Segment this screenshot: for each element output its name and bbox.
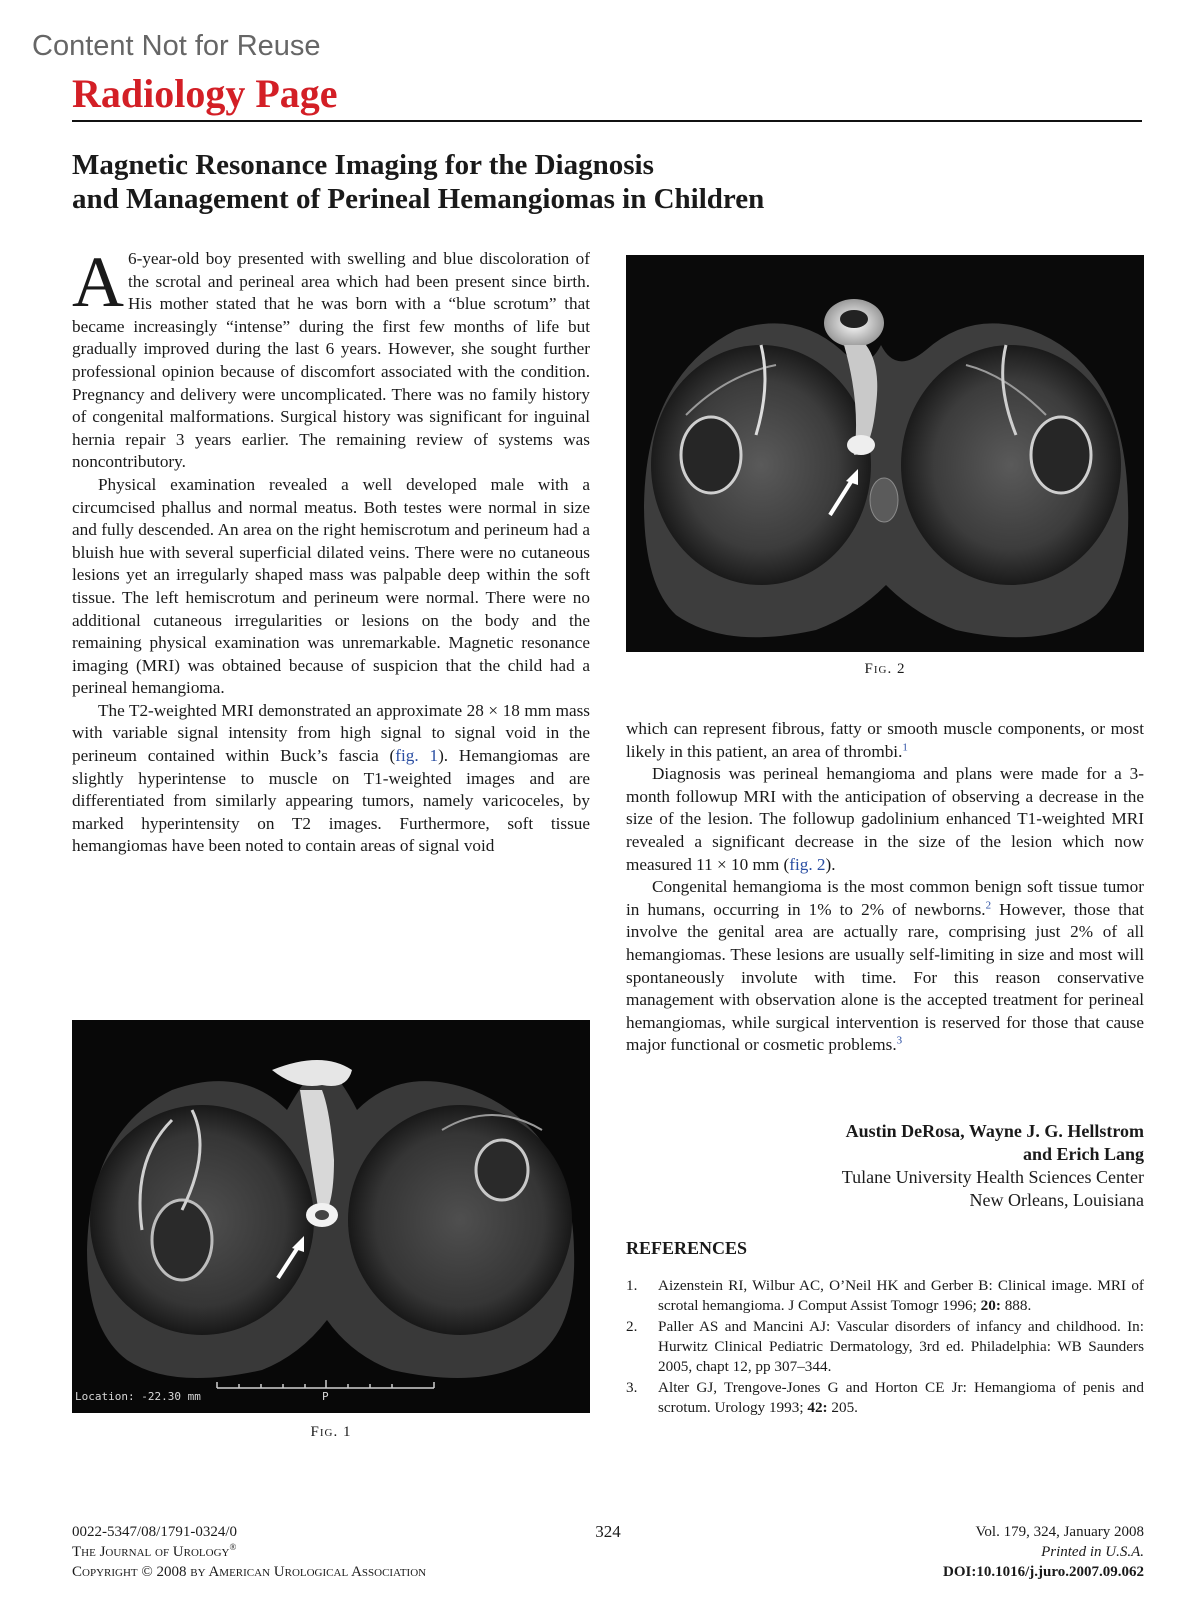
paragraph (626, 876, 1144, 1057)
reference-item (626, 1276, 1144, 1316)
paragraph-text: ). Hemangiomas are slightly hyperintense to muscle on T1-weighted images and are differentiated from similarly appearing tumors, namely varicoceles, by marked hyperintensity on T2 images. Furthermore, soft tissue hemangiomas have been noted to contain areas of signal void (72, 746, 590, 856)
author-location: New Orleans, Louisiana (969, 1190, 1144, 1210)
paragraph-text: 6-year-old boy presented with swelling and blue discoloration of the scrotal and perineal area which had been present since birth. His mother stated that he was born with a “blue scrotum” that became increasingly “intense” during the first few months of life but gradually improved during the last 6 years. However, she sought further professional opinion because of discomfort associated with the condition. Pregnancy and delivery were uncomplicated. There was no family history of congenital malformations. Surgical history was significant for inguinal hernia repair 3 years earlier. The remaining review of systems was noncontributory. (72, 249, 590, 472)
article-title-line-1: Magnetic Resonance Imaging for the Diagnosis (72, 149, 654, 181)
copyright: Copyright © 2008 by American Urological Association (72, 1564, 427, 1580)
volume-info: Vol. 179, 324, January 2008 (975, 1524, 1144, 1540)
reference-number: 3. (626, 1379, 638, 1396)
figure-2-mri-image (626, 255, 1144, 652)
paragraph-text: ). (825, 854, 836, 874)
reference-item (626, 1378, 1144, 1418)
references-heading: REFERENCES (626, 1238, 748, 1258)
left-column (72, 242, 590, 858)
drop-cap: A (72, 242, 124, 322)
article-title-line-2: and Management of Perineal Hemangiomas in Children (72, 183, 765, 215)
citation-2[interactable]: 2 (985, 899, 992, 912)
issn: 0022-5347/08/1791-0324/0 (72, 1524, 237, 1540)
paragraph (72, 242, 590, 474)
doi[interactable]: DOI:10.1016/j.juro.2007.09.062 (943, 1564, 1144, 1580)
figure-2-link[interactable]: fig. 2 (789, 854, 826, 874)
citation-3[interactable]: 3 (896, 1034, 903, 1047)
reference-text: Alter GJ, Trengove-Jones G and Horton CE Jr: Hemangioma of penis and scrotum. Urology 1993; 42: 205. (658, 1379, 1144, 1416)
author-block (700, 1120, 1144, 1212)
paragraph-text: Diagnosis was perineal hemangioma and plans were made for a 3-month followup MRI with the anticipation of observing a decrease in the size of the lesion. The followup gadolinium enhanced T1-weighted MRI revealed a significant decrease in the size of the lesion which now measured 11 × 10 mm ( (626, 764, 1144, 874)
paragraph-text: However, those that involve the genital area are actually rare, comprising just 2% of all hemangiomas. These lesions are usually self-limiting in size and most will spontaneously involute with time. For this reason conservative management with observation alone is the accepted treatment for perineal hemangiomas, while surgical intervention is reserved for those that cause major functional or cosmetic problems. (626, 899, 1144, 1055)
reference-number: 2. (626, 1318, 638, 1335)
watermark: Content Not for Reuse (32, 30, 321, 62)
figure-1-mri-image (72, 1020, 590, 1413)
right-column (626, 718, 1144, 1057)
reference-item (626, 1317, 1144, 1377)
scale-marker: P (322, 1390, 329, 1403)
mri-scan-1 (72, 1020, 590, 1413)
paragraph-text: Congenital hemangioma is the most common benign soft tissue tumor in humans, occurring in 1% to 2% of newborns. (626, 877, 1144, 919)
author-names-line-2: and Erich Lang (1022, 1144, 1144, 1164)
paragraph (626, 763, 1144, 876)
paragraph-text: The T2-weighted MRI demonstrated an approximate 28 × 18 mm mass with variable signal intensity from high signal to signal void in the perineum contained within Buck’s fascia ( (72, 700, 590, 766)
paragraph (626, 718, 1144, 763)
citation-1[interactable]: 1 (902, 740, 908, 753)
author-affiliation: Tulane University Health Sciences Center (841, 1167, 1144, 1187)
header-rule (72, 120, 1142, 122)
footer-right (700, 1522, 1144, 1582)
references-list (626, 1276, 1144, 1419)
reference-number: 1. (626, 1277, 638, 1294)
section-title: Radiology Page (72, 71, 338, 116)
location-label: Location: -22.30 mm (75, 1390, 201, 1403)
journal-name: The Journal of Urology® (72, 1542, 237, 1560)
printed-in: Printed in U.S.A. (1041, 1544, 1144, 1560)
paragraph-text: which can represent fibrous, fatty or smooth muscle components, or most likely in this patient, an area of thrombi. (626, 719, 1144, 761)
article-title (72, 148, 1072, 216)
reference-text: Aizenstein RI, Wilbur AC, O’Neil HK and Gerber B: Clinical image. MRI of scrotal hemangioma. J Comput Assist Tomogr 1996; 20: 888. (658, 1277, 1144, 1314)
paragraph (72, 700, 590, 858)
page-number: 324 (595, 1522, 621, 1541)
paragraph (72, 474, 590, 700)
paragraph-text: Physical examination revealed a well developed male with a circumcised phallus and normal meatus. Both testes were normal in size and fully descended. An area on the right hemiscrotum and perineum had a bluish hue with several superficial dilated veins. There were no cutaneous lesions yet an irregularly shaped mass was palpable deep within the soft tissue. The left hemiscrotum and perineum were normal. There were no additional cutaneous irregularities or lesions on the body and the remaining physical examination was unremarkable. Magnetic resonance imaging (MRI) was obtained because of suspicion that the child had a perineal hemangioma. (72, 474, 590, 698)
reference-text: Paller AS and Mancini AJ: Vascular disorders of infancy and childhood. In: Hurwitz Clinical Pediatric Dermatology, 3rd ed. Philadelphia: WB Saunders 2005, chapt 12, pp 307–344. (658, 1318, 1144, 1375)
mri-scan-2 (626, 255, 1144, 652)
figure-2-caption: Fig. 2 (864, 661, 906, 677)
author-names-line-1: Austin DeRosa, Wayne J. G. Hellstrom (845, 1121, 1144, 1141)
figure-1-caption: Fig. 1 (310, 1424, 352, 1440)
figure-1-link[interactable]: fig. 1 (395, 746, 439, 766)
